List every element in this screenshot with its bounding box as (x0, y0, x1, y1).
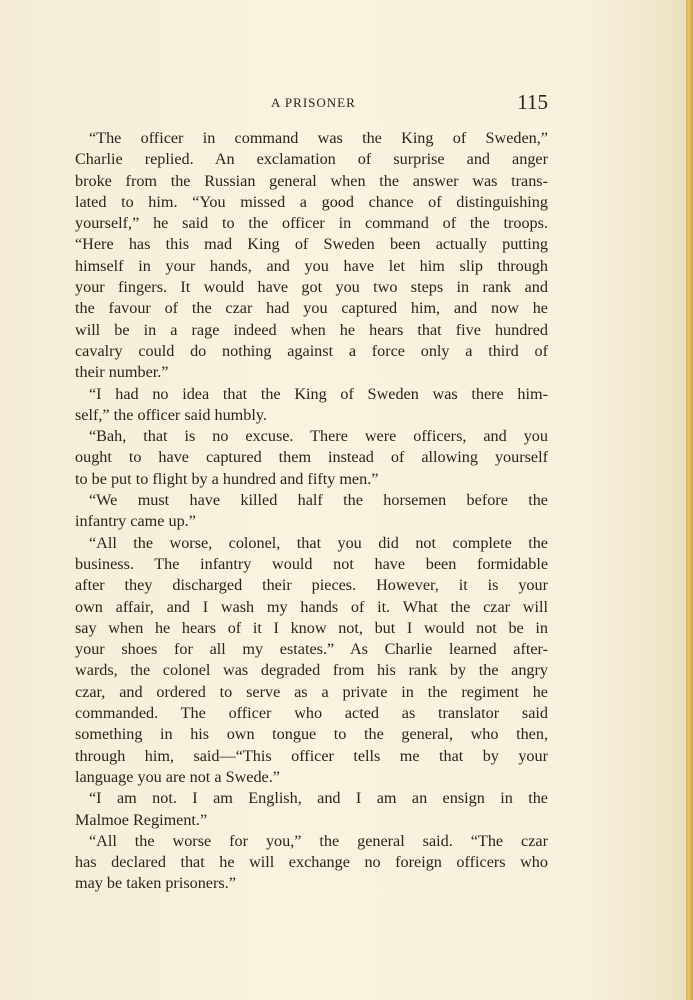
text-line: “The officer in command was the King of Sweden,” (89, 129, 548, 147)
body-text (75, 128, 548, 895)
page-edge-binding (686, 0, 693, 1000)
text-line: language you are not a Swede.” (75, 767, 280, 786)
text-line: wards, the colonel was degraded from his rank by the angry (75, 661, 548, 680)
text-line: yourself,” he said to the officer in command of the troops. (75, 214, 548, 233)
text-line: commanded. The officer who acted as translator said (75, 704, 548, 723)
text-line: your shoes for all my estates.” As Charlie learned after- (75, 640, 548, 659)
page-header (75, 90, 548, 116)
running-title: A PRISONER (271, 95, 356, 110)
text-line: “I had no idea that the King of Sweden was there him- (89, 384, 548, 403)
text-line: infantry came up.” (75, 512, 196, 531)
text-line: himself in your hands, and you have let him slip through (75, 256, 548, 275)
text-line: “Bah, that is no excuse. There were officers, and you (89, 427, 548, 446)
text-line: their number.” (75, 363, 169, 382)
text-line: to be put to flight by a hundred and fifty men.” (75, 469, 379, 488)
text-line: Malmoe Regiment.” (75, 810, 208, 829)
text-line: “All the worse, colonel, that you did not complete the (89, 533, 548, 552)
text-line: broke from the Russian general when the answer was trans- (75, 171, 548, 190)
text-line: business. The infantry would not have been formidable (75, 554, 548, 573)
text-line: Charlie replied. An exclamation of surprise and anger (75, 150, 548, 169)
text-line: after they discharged their pieces. However, it is your (75, 576, 548, 595)
text-line: self,” the officer said humbly. (75, 405, 267, 424)
page-number: 115 (517, 90, 548, 114)
text-line: will be in a rage indeed when he hears that five hundred (75, 320, 548, 339)
text-line: something in his own tongue to the general, who then, (75, 725, 548, 744)
text-line: own affair, and I wash my hands of it. What the czar will (75, 597, 548, 616)
text-line: “I am not. I am English, and I am an ensign in the (89, 789, 548, 808)
text-line: “All the worse for you,” the general said. “The czar (89, 831, 548, 850)
text-line: “Here has this mad King of Sweden been actually putting (75, 235, 548, 254)
text-line: cavalry could do nothing against a force only a third of (75, 341, 548, 360)
text-line: your fingers. It would have got you two steps in rank and (75, 278, 548, 297)
text-line: ought to have captured them instead of allowing yourself (75, 448, 548, 467)
text-line: the favour of the czar had you captured him, and now he (75, 299, 548, 318)
text-line: has declared that he will exchange no foreign officers who (75, 853, 548, 872)
text-line: czar, and ordered to serve as a private in the regiment he (75, 682, 548, 701)
text-line: say when he hears of it I know not, but I would not be in (75, 618, 548, 637)
text-line: through him, said—“This officer tells me that by your (75, 746, 548, 765)
text-line: lated to him. “You missed a good chance of distinguishing (75, 192, 548, 211)
text-line: may be taken prisoners.” (75, 874, 236, 893)
text-line: “We must have killed half the horsemen before the (89, 491, 548, 510)
